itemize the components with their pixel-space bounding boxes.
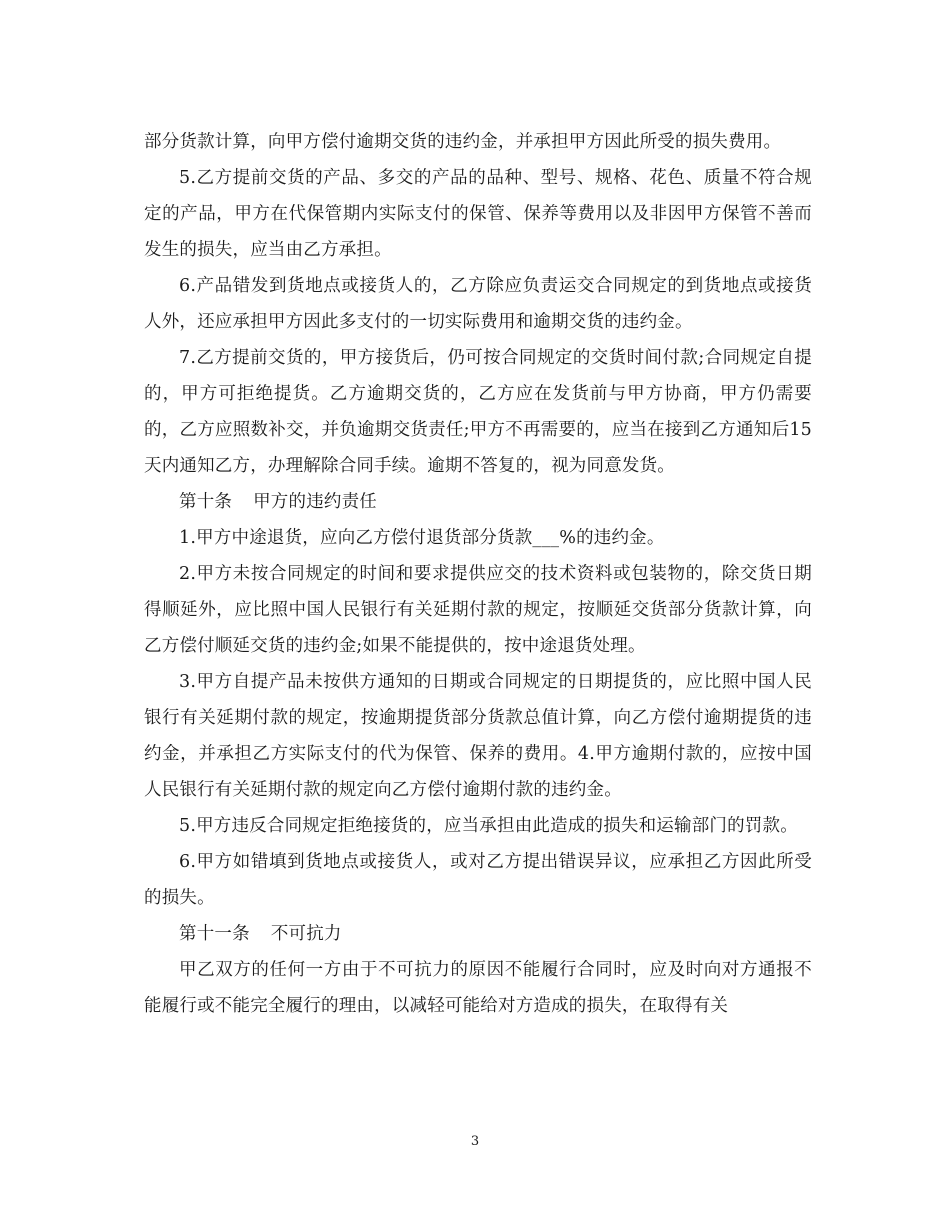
article-11-heading [144,916,812,952]
paragraph-clause-6-misdelivery: 6.产品错发到货地点或接货人的，乙方除应负责运交合同规定的到货地点或接货人外，还应承担甲方因此多支付的一切实际费用和逾期交货的违约金。 [144,276,812,332]
paragraph-buyer-clause-6: 6.甲方如错填到货地点或接货人，或对乙方提出错误异议，应承担乙方因此所受的损失。 [144,852,812,908]
paragraph-buyer-clause-3-4: 3.甲方自提产品未按供方通知的日期或合同规定的日期提货的，应比照中国人民银行有关延期付款的规定，按逾期提货部分货款总值计算，向乙方偿付逾期提货的违约金，并承担乙方实际支付的代为保管、保养的费用。4.甲方逾期付款的，应按中国人民银行有关延期付款的规定向乙方偿付逾期付款的违约金。 [144,672,812,800]
paragraph-continued-losses: 部分货款计算，向甲方偿付逾期交货的违约金，并承担甲方因此所受的损失费用。 [144,132,782,152]
article-10-number: 第十条 [179,492,233,512]
document-body [144,124,812,1024]
paragraph-buyer-clause-2: 2.甲方未按合同规定的时间和要求提供应交的技术资料或包装物的，除交货日期得顺延外，应比照中国人民银行有关延期付款的规定，按顺延交货部分货款计算，向乙方偿付顺延交货的违约金;如果不能提供的，按中途退货处理。 [144,564,812,656]
paragraph-buyer-clause-1: 1.甲方中途退货，应向乙方偿付退货部分货款___%的违约金。 [179,528,665,548]
page-number: 3 [470,1134,480,1149]
paragraph-buyer-clause-5: 5.甲方违反合同规定拒绝接货的，应当承担由此造成的损失和运输部门的罚款。 [179,816,798,836]
paragraph-force-majeure: 甲乙双方的任何一方由于不可抗力的原因不能履行合同时，应及时向对方通报不能履行或不能完全履行的理由，以减轻可能给对方造成的损失，在取得有关 [144,960,812,1016]
article-10-heading [144,484,812,520]
paragraph-clause-7-delivery-timing: 7.乙方提前交货的，甲方接货后，仍可按合同规定的交货时间付款;合同规定自提的，甲方可拒绝提货。乙方逾期交货的，乙方应在发货前与甲方协商，甲方仍需要的，乙方应照数补交，并负逾期交货责任;甲方不再需要的，应当在接到乙方通知后15天内通知乙方，办理解除合同手续。逾期不答复的，视为同意发货。 [144,348,812,476]
paragraph-clause-5-early-delivery: 5.乙方提前交货的产品、多交的产品的品种、型号、规格、花色、质量不符合规定的产品，甲方在代保管期内实际支付的保管、保养等费用以及非因甲方保管不善而发生的损失，应当由乙方承担。 [144,168,812,260]
article-11-number: 第十一条 [179,924,250,944]
article-11-title: 不可抗力 [270,924,342,944]
article-10-title: 甲方的违约责任 [253,492,378,512]
